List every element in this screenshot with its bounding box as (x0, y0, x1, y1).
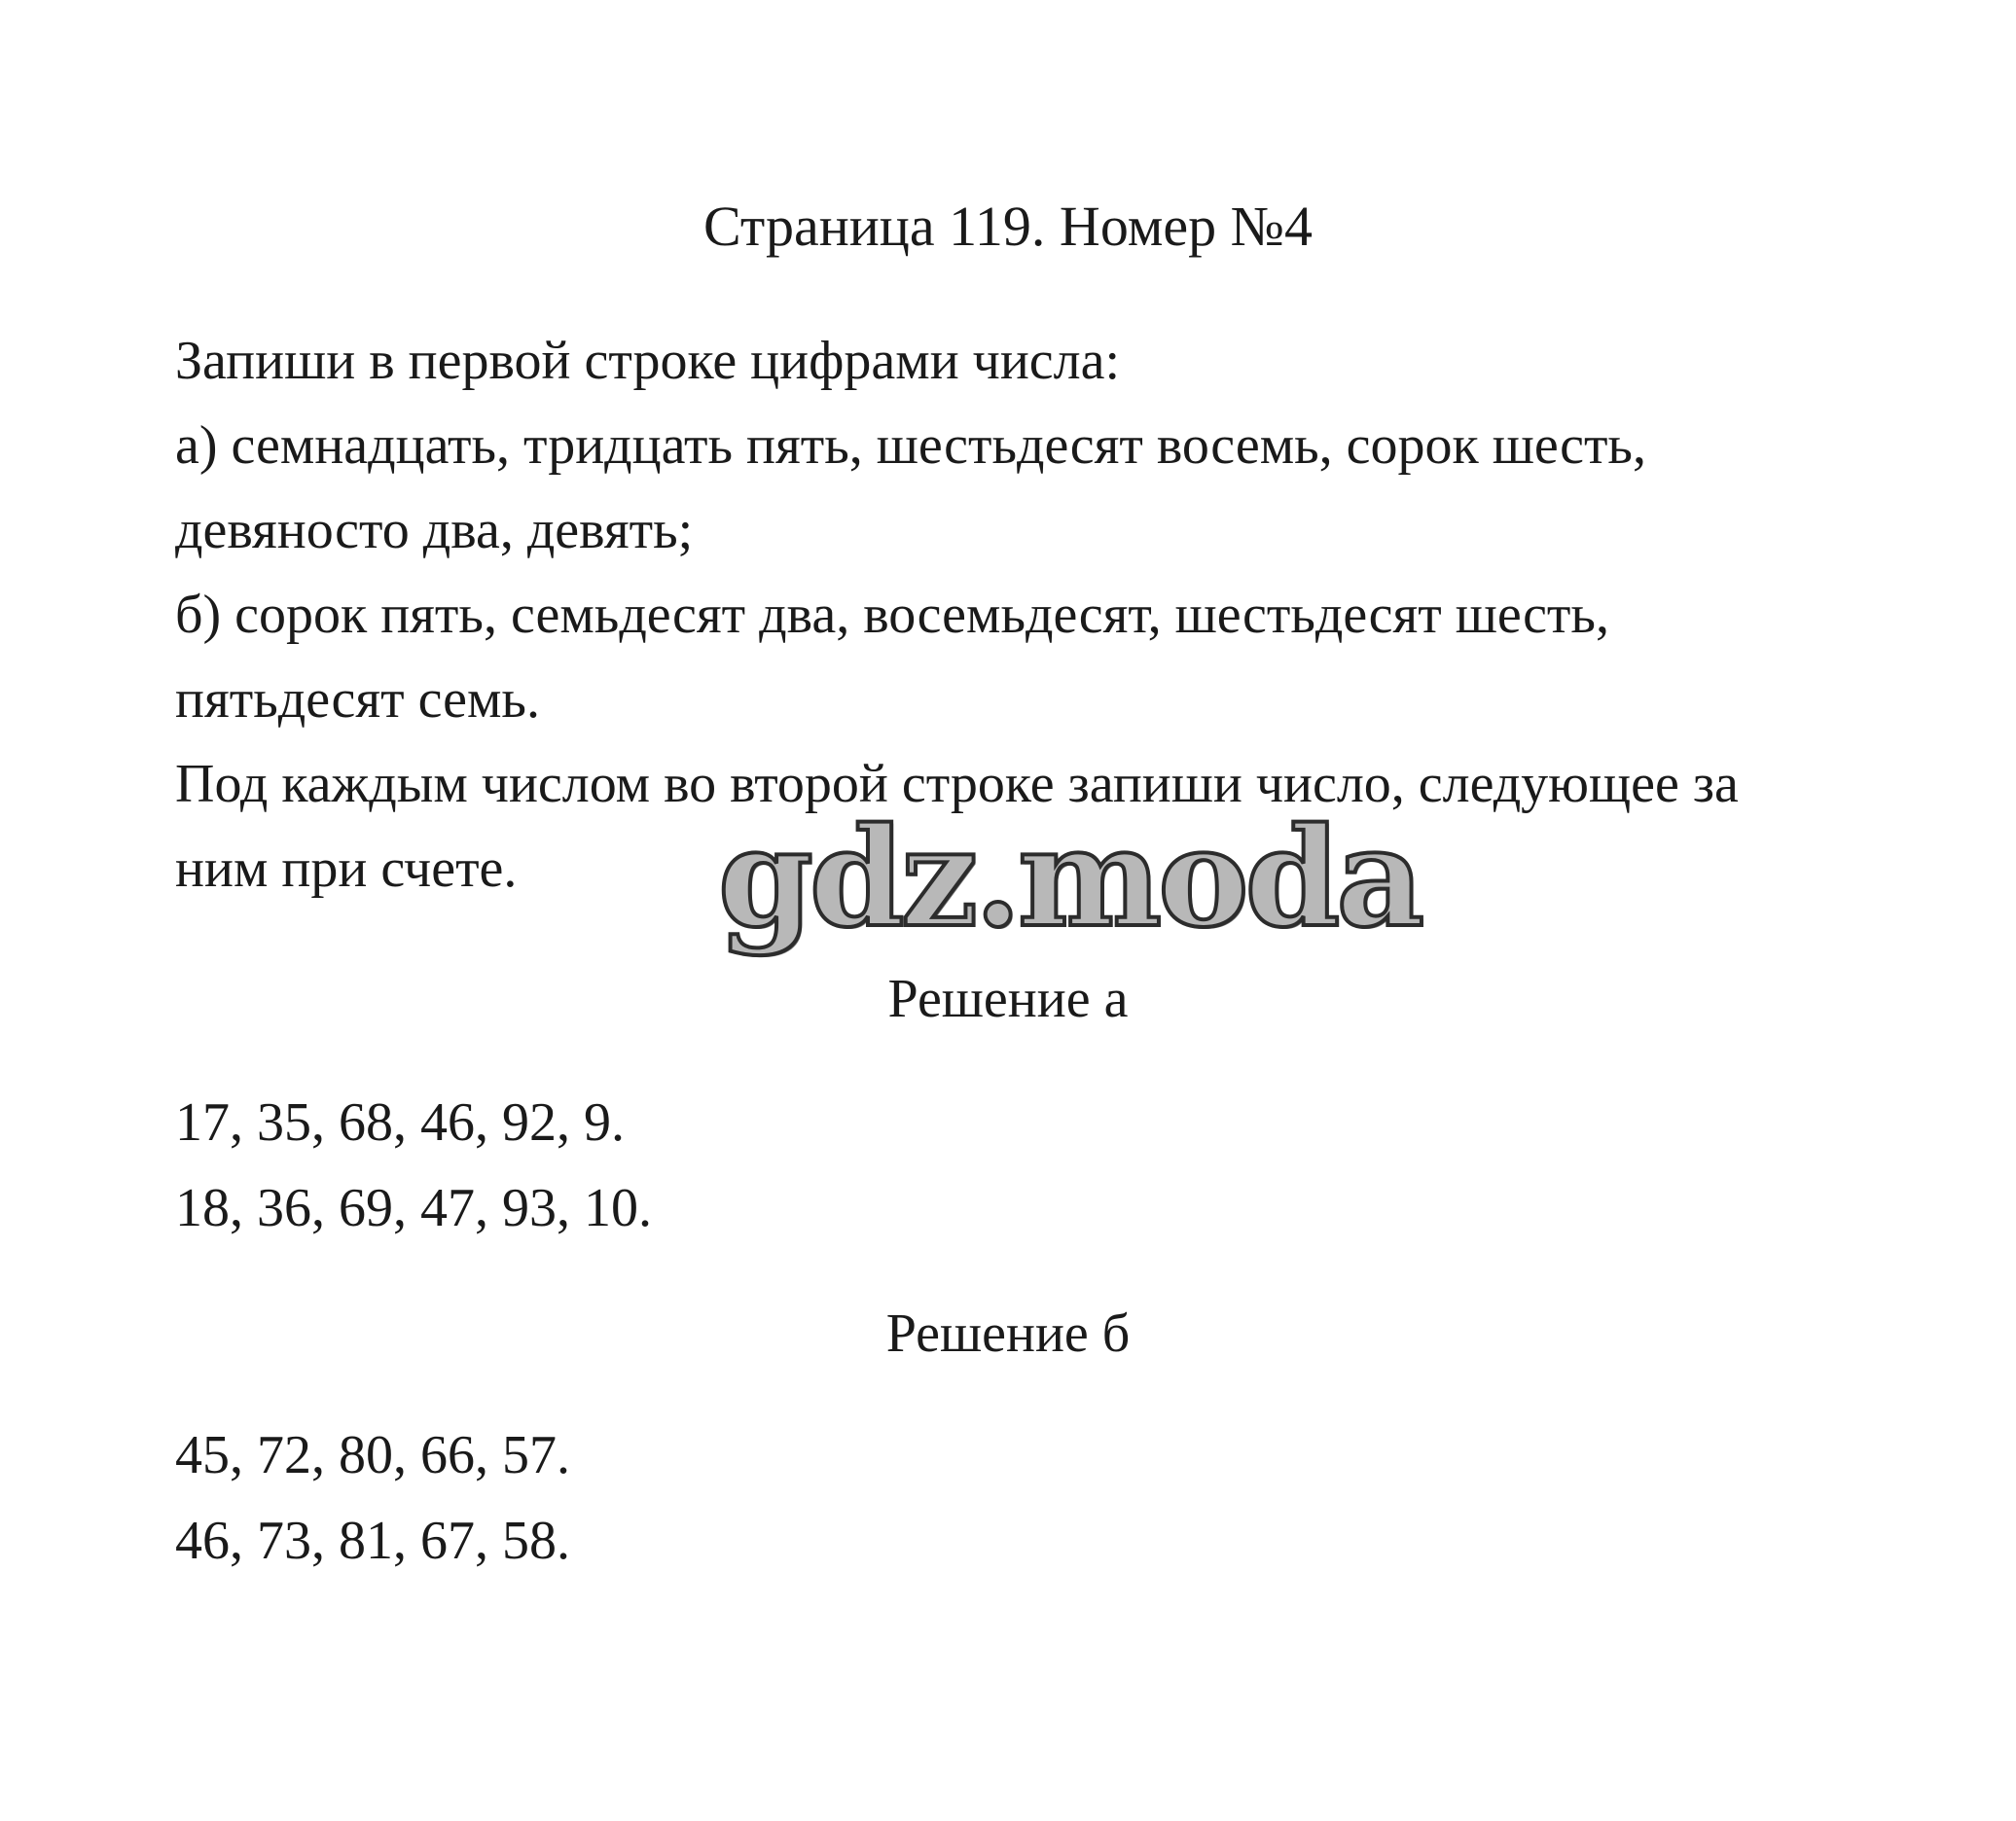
page-title: Страница 119. Номер №4 (703, 195, 1313, 258)
solution-b-row-1: 45, 72, 80, 66, 57. (175, 1425, 570, 1485)
task-part-a-line-1: а) семнадцать, тридцать пять, шестьдесят восемь, сорок шесть, (175, 415, 1646, 476)
task-part-a-line-2: девяносто два, девять; (175, 500, 694, 560)
task-instruction-line-2: ним при счете. (175, 839, 518, 899)
solution-a-row-1: 17, 35, 68, 46, 92, 9. (175, 1092, 625, 1153)
task-instruction-line-1: Под каждым числом во второй строке запиши число, следующее за (175, 754, 1739, 814)
solution-a-row-2: 18, 36, 69, 47, 93, 10. (175, 1178, 652, 1238)
solution-b-row-2: 46, 73, 81, 67, 58. (175, 1511, 570, 1571)
solution-b-heading: Решение б (885, 1303, 1131, 1364)
solution-a-heading: Решение а (887, 969, 1129, 1029)
watermark-logo: gdz.moda (718, 799, 1422, 958)
solution-a-answer (175, 1080, 652, 1251)
task-part-b-line-2: пятьдесят семь. (175, 669, 540, 730)
task-part-b-line-1: б) сорок пять, семьдесят два, восемьдесят, шестьдесят шесть, (175, 585, 1609, 645)
task-intro: Запиши в первой строке цифрами числа: (175, 331, 1121, 391)
solution-b-answer (175, 1412, 570, 1584)
